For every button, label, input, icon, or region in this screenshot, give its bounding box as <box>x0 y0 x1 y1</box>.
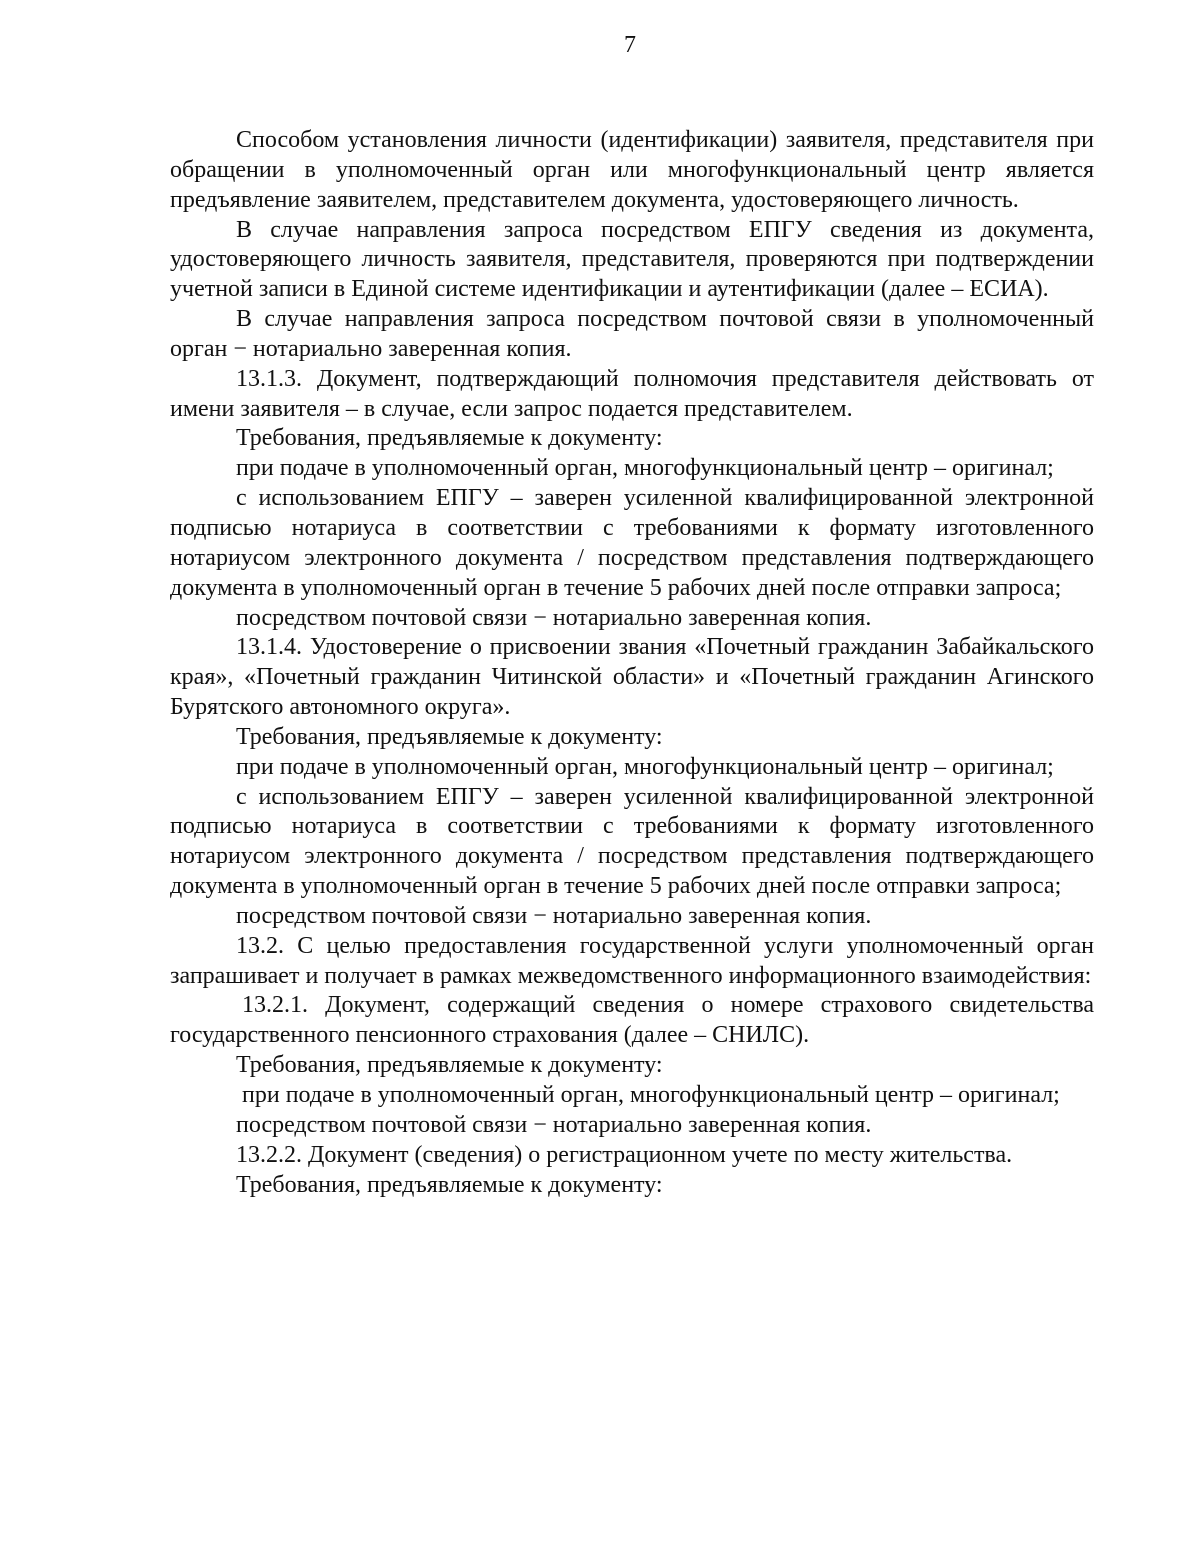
paragraph-original-submission: при подаче в уполномоченный орган, многофункциональный центр – оригинал; <box>236 753 1054 780</box>
paragraph-postal-copy: посредством почтовой связи − нотариально заверенная копия. <box>236 604 872 631</box>
page-number: 7 <box>624 32 636 58</box>
document-body <box>170 126 1094 1200</box>
paragraph-epgu-signature: с использованием ЕПГУ – заверен усиленной квалифицированной электронной подписью нотариуса в соответствии с требованиями к формату изготовленного нотариусом электронного документа / посредством представления подтверждающего документа в уполномоченный орган в течение 5 рабочих дней после отправки запроса; <box>170 485 1094 601</box>
paragraph-epgu-esia-check: В случае направления запроса посредством ЕПГУ сведения из документа, удостоверяющего личность заявителя, представителя, проверяются при подтверждении учетной записи в Единой системе идентификации и аутентификации (далее – ЕСИА). <box>170 216 1094 303</box>
paragraph-original-submission: при подаче в уполномоченный орган, многофункциональный центр – оригинал; <box>236 455 1054 482</box>
paragraph-postal-copy: В случае направления запроса посредством почтовой связи в уполномоченный орган − нотариально заверенная копия. <box>170 306 1094 362</box>
paragraph-epgu-signature: с использованием ЕПГУ – заверен усиленной квалифицированной электронной подписью нотариуса в соответствии с требованиями к формату изготовленного нотариусом электронного документа / посредством представления подтверждающего документа в уполномоченный орган в течение 5 рабочих дней после отправки запроса; <box>170 783 1094 900</box>
paragraph-13-2-1: 13.2.1. Документ, содержащий сведения о номере страхового свидетельства государственного пенсионного страхования (далее – СНИЛС). <box>170 992 1094 1049</box>
paragraph-requirements-heading: Требования, предъявляемые к документу: <box>236 1052 663 1079</box>
paragraph-requirements-heading: Требования, предъявляемые к документу: <box>236 425 663 452</box>
paragraph-13-1-3: 13.1.3. Документ, подтверждающий полномочия представителя действовать от имени заявителя – в случае, если запрос подается представителем. <box>170 365 1094 422</box>
paragraph-original-submission: при подаче в уполномоченный орган, многофункциональный центр – оригинал; <box>242 1082 1060 1108</box>
paragraph-postal-copy: посредством почтовой связи − нотариально заверенная копия. <box>236 902 872 929</box>
paragraph-requirements-heading: Требования, предъявляемые к документу: <box>236 1171 663 1198</box>
paragraph-identification-method: Способом установления личности (идентификации) заявителя, представителя при обращении в уполномоченный орган или многофункциональный центр является предъявление заявителем, представителем документа, удостоверяющего личность. <box>170 127 1094 213</box>
paragraph-13-1-4: 13.1.4. Удостоверение о присвоении звания «Почетный гражданин Забайкальского края», «Почетный гражданин Читинской области» и «Почетный гражданин Агинского Бурятского автономного округа». <box>170 634 1094 721</box>
paragraph-requirements-heading: Требования, предъявляемые к документу: <box>236 723 663 750</box>
paragraph-13-2: 13.2. С целью предоставления государственной услуги уполномоченный орган запрашивает и получает в рамках межведомственного информационного взаимодействия: <box>170 932 1094 989</box>
paragraph-13-2-2: 13.2.2. Документ (сведения) о регистрационном учете по месту жительства. <box>236 1141 1013 1168</box>
paragraph-postal-copy: посредством почтовой связи − нотариально заверенная копия. <box>236 1111 872 1138</box>
